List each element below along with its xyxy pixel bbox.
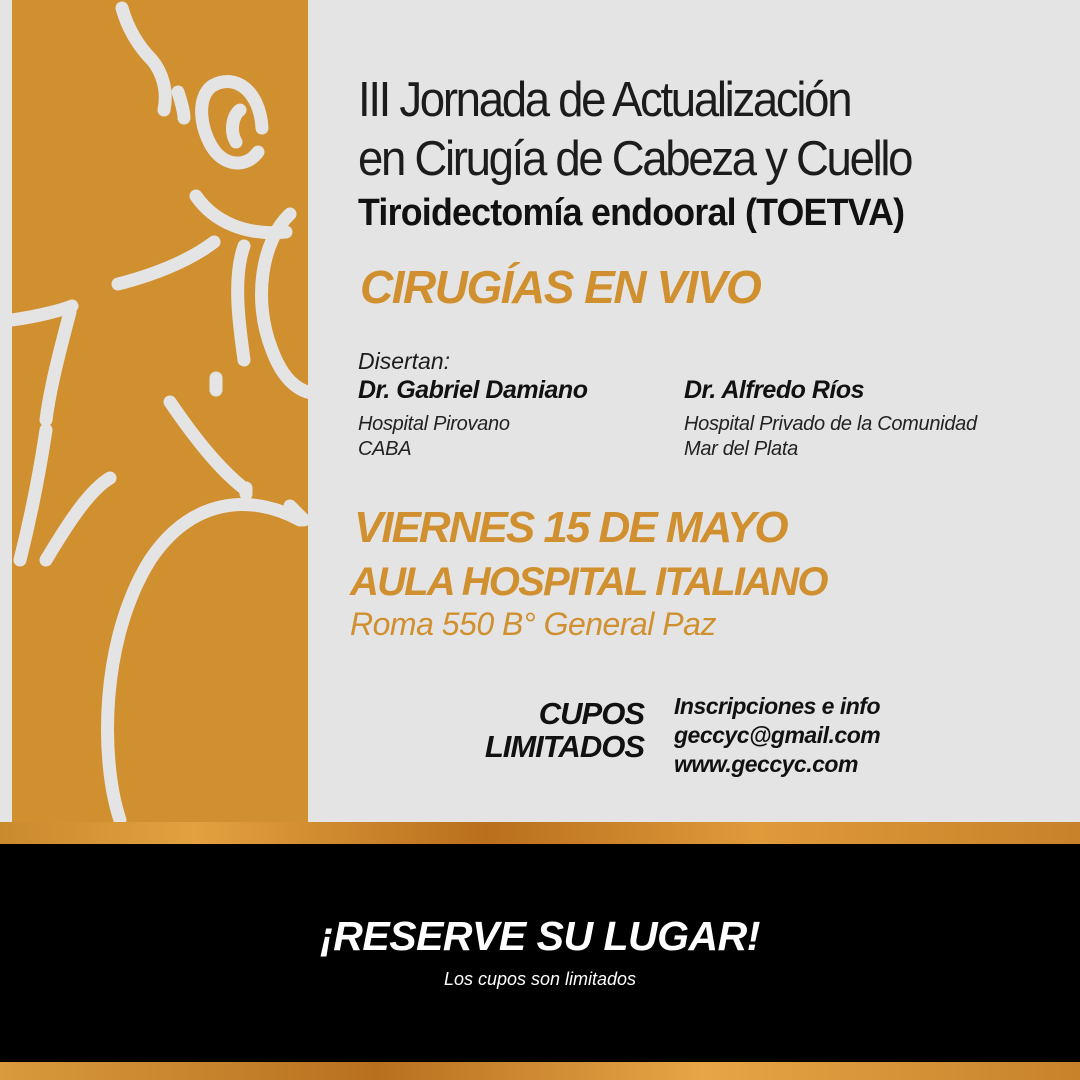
limited-spots-line2: LIMITADOS <box>484 729 644 764</box>
event-venue: AULA HOSPITAL ITALIANO <box>350 560 827 604</box>
event-subtitle: Tiroidectomía endooral (TOETVA) <box>358 192 905 234</box>
reserve-cta: ¡RESERVE SU LUGAR! <box>320 913 760 959</box>
limited-spots-line1: CUPOS <box>538 696 644 731</box>
illustration-panel <box>12 0 308 822</box>
registration-email-link[interactable]: geccyc@gmail.com <box>674 722 881 748</box>
left-margin <box>0 0 12 822</box>
event-title-line2: en Cirugía de Cabeza y Cuello <box>358 132 912 186</box>
speaker-city: CABA <box>358 438 412 460</box>
speaker-hospital: Hospital Privado de la Comunidad <box>684 413 977 435</box>
registration-info-label: Inscripciones e info <box>674 693 880 719</box>
limited-spots-badge <box>485 697 644 763</box>
speaker-city: Mar del Plata <box>684 438 798 460</box>
reserve-note: Los cupos son limitados <box>443 969 637 989</box>
event-title-line1: III Jornada de Actualización <box>358 73 851 127</box>
speaker-hospital: Hospital Pirovano <box>358 413 510 435</box>
speaker-name: Dr. Gabriel Damiano <box>358 376 588 404</box>
gold-divider-top <box>0 822 1080 844</box>
head-neck-outline-icon <box>12 0 308 822</box>
gold-divider-bottom <box>0 1062 1080 1080</box>
event-date: VIERNES 15 DE MAYO <box>354 503 787 552</box>
speakers-label: Disertan: <box>358 348 451 374</box>
live-surgery-heading: CIRUGÍAS EN VIVO <box>360 261 761 313</box>
registration-website-link[interactable]: www.geccyc.com <box>674 751 858 777</box>
speaker-name: Dr. Alfredo Ríos <box>684 376 864 404</box>
event-address: Roma 550 B° General Paz <box>350 606 716 642</box>
